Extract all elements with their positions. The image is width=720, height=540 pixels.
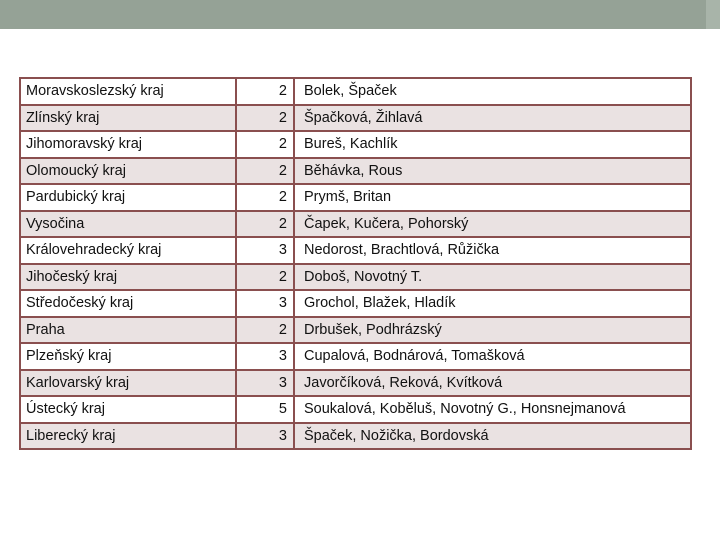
count-cell: 5: [236, 396, 294, 423]
table-row: [20, 290, 691, 317]
region-cell: Jihomoravský kraj: [20, 131, 236, 158]
table-container: [19, 77, 690, 450]
names-cell: Cupalová, Bodnárová, Tomašková: [294, 343, 691, 370]
count-cell: 2: [236, 317, 294, 344]
count-cell: 2: [236, 78, 294, 105]
table-row: [20, 158, 691, 185]
table-row: [20, 131, 691, 158]
slide-top-bar: [0, 0, 720, 29]
region-cell: Středočeský kraj: [20, 290, 236, 317]
region-cell: Karlovarský kraj: [20, 370, 236, 397]
table-row: [20, 396, 691, 423]
table-row: [20, 184, 691, 211]
names-cell: Prymš, Britan: [294, 184, 691, 211]
region-cell: Liberecký kraj: [20, 423, 236, 450]
count-cell: 3: [236, 423, 294, 450]
table-row: [20, 78, 691, 105]
table-row: [20, 317, 691, 344]
region-cell: Královehradecký kraj: [20, 237, 236, 264]
names-cell: Špaček, Nožička, Bordovská: [294, 423, 691, 450]
names-cell: Javorčíková, Reková, Kvítková: [294, 370, 691, 397]
region-cell: Pardubický kraj: [20, 184, 236, 211]
names-cell: Čapek, Kučera, Pohorský: [294, 211, 691, 238]
count-cell: 2: [236, 105, 294, 132]
count-cell: 2: [236, 211, 294, 238]
table-row: [20, 343, 691, 370]
table-row: [20, 264, 691, 291]
names-cell: Špačková, Žihlavá: [294, 105, 691, 132]
region-cell: Ústecký kraj: [20, 396, 236, 423]
count-cell: 3: [236, 237, 294, 264]
region-cell: Moravskoslezský kraj: [20, 78, 236, 105]
names-cell: Grochol, Blažek, Hladík: [294, 290, 691, 317]
region-table: [19, 77, 692, 450]
region-cell: Plzeňský kraj: [20, 343, 236, 370]
count-cell: 3: [236, 290, 294, 317]
names-cell: Drbušek, Podhrázský: [294, 317, 691, 344]
region-cell: Jihočeský kraj: [20, 264, 236, 291]
table-row: [20, 211, 691, 238]
count-cell: 2: [236, 158, 294, 185]
names-cell: Běhávka, Rous: [294, 158, 691, 185]
table-row: [20, 423, 691, 450]
count-cell: 2: [236, 131, 294, 158]
names-cell: Soukalová, Koběluš, Novotný G., Honsnejmanová: [294, 396, 691, 423]
count-cell: 2: [236, 184, 294, 211]
table-row: [20, 370, 691, 397]
region-cell: Vysočina: [20, 211, 236, 238]
table-row: [20, 237, 691, 264]
region-cell: Zlínský kraj: [20, 105, 236, 132]
names-cell: Bureš, Kachlík: [294, 131, 691, 158]
table-row: [20, 105, 691, 132]
names-cell: Nedorost, Brachtlová, Růžička: [294, 237, 691, 264]
count-cell: 3: [236, 343, 294, 370]
region-cell: Praha: [20, 317, 236, 344]
count-cell: 3: [236, 370, 294, 397]
names-cell: Doboš, Novotný T.: [294, 264, 691, 291]
names-cell: Bolek, Špaček: [294, 78, 691, 105]
slide-top-bar-corner: [706, 0, 720, 29]
count-cell: 2: [236, 264, 294, 291]
region-cell: Olomoucký kraj: [20, 158, 236, 185]
